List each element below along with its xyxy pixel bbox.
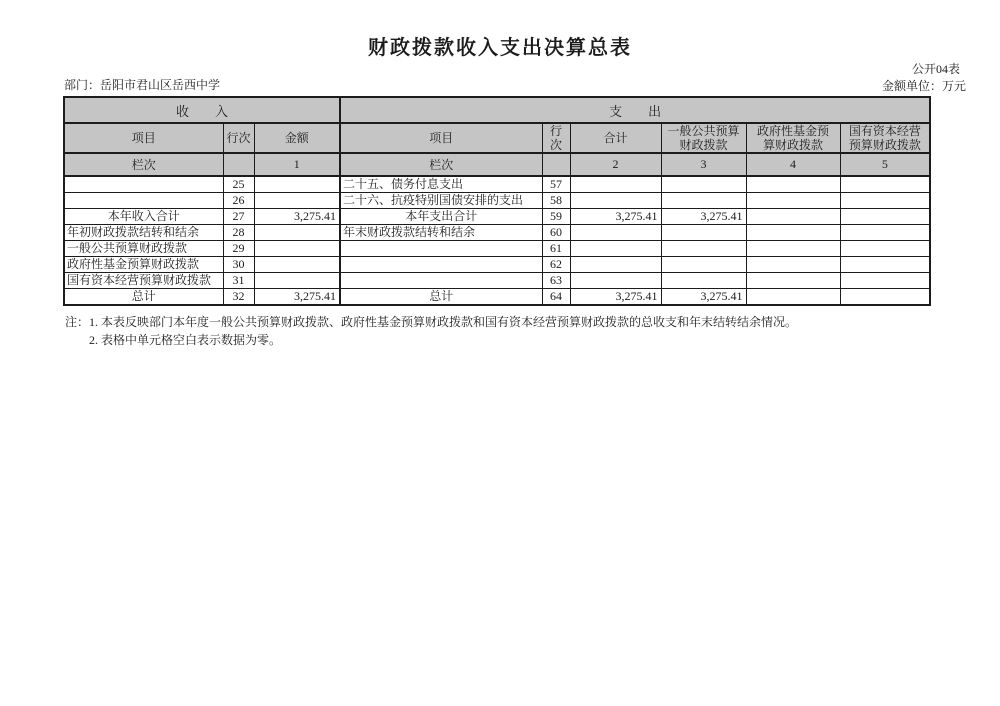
income-line-cell: 31 [223,273,254,289]
general-public-budget-index: 3 [661,153,746,176]
income-line-cell: 25 [223,176,254,193]
expenditure-total-cell: 3,275.41 [570,289,661,306]
income-amount-cell [254,257,340,273]
expenditure-line-cell: 57 [542,176,570,193]
income-item-cell [64,176,223,193]
expenditure-line-index [542,153,570,176]
expenditure-total-cell [570,273,661,289]
general-public-budget-cell [661,193,746,209]
general-public-budget-cell: 3,275.41 [661,289,746,306]
expenditure-item-cell [340,241,542,257]
state-capital-budget-cell [840,225,930,241]
income-item-cell: 政府性基金预算财政拨款 [64,257,223,273]
gov-fund-budget-cell [746,257,840,273]
table-notes [65,313,968,349]
column-index-row [64,153,930,176]
gov-fund-budget-index: 4 [746,153,840,176]
income-amount-cell [254,193,340,209]
column-header-row [64,123,930,153]
sheet-code-label: 公开04表 [911,62,960,76]
table-row [64,176,930,193]
income-line-cell: 30 [223,257,254,273]
income-amount-cell [254,176,340,193]
general-public-budget-cell [661,273,746,289]
income-section-header: 收 入 [64,97,340,123]
note-line-1: 注：1. 本表反映部门本年度一般公共预算财政拨款、政府性基金预算财政拨款和国有资本经营预算财政拨款的总收支和年末结转结余情况。 [65,315,798,329]
gov-fund-budget-cell [746,209,840,225]
income-item-cell: 总计 [64,289,223,306]
income-line-index [223,153,254,176]
expenditure-line-cell: 63 [542,273,570,289]
expenditure-item-index: 栏次 [340,153,542,176]
income-amount-cell [254,225,340,241]
income-item-header: 项目 [64,123,223,153]
expenditure-total-header: 合计 [570,123,661,153]
table-row [64,225,930,241]
income-line-cell: 28 [223,225,254,241]
state-capital-budget-index: 5 [840,153,930,176]
income-item-cell: 国有资本经营预算财政拨款 [64,273,223,289]
expenditure-item-cell [340,257,542,273]
fiscal-appropriation-table [63,96,931,306]
income-line-cell: 26 [223,193,254,209]
income-amount-index: 1 [254,153,340,176]
income-amount-header: 金额 [254,123,340,153]
income-amount-cell [254,241,340,257]
state-capital-budget-cell [840,257,930,273]
table-container [63,96,968,349]
expenditure-item-cell: 总计 [340,289,542,306]
expenditure-line-cell: 61 [542,241,570,257]
income-item-cell: 年初财政拨款结转和结余 [64,225,223,241]
expenditure-line-cell: 64 [542,289,570,306]
general-public-budget-cell [661,225,746,241]
note-line-2: 2. 表格中单元格空白表示数据为零。 [89,333,282,347]
amount-unit-label: 金额单位：万元 [881,79,966,93]
table-row [64,241,930,257]
general-public-budget-cell: 3,275.41 [661,209,746,225]
department-label: 部门：岳阳市君山区岳西中学 [64,78,221,92]
gov-fund-budget-cell [746,176,840,193]
page-title: 财政拨款收入支出决算总表 [368,37,632,59]
expenditure-item-header: 项目 [340,123,542,153]
gov-fund-budget-cell [746,273,840,289]
section-header-row [64,97,930,123]
table-row [64,273,930,289]
expenditure-item-cell: 年末财政拨款结转和结余 [340,225,542,241]
expenditure-total-cell [570,257,661,273]
expenditure-item-cell: 二十六、抗疫特别国债安排的支出 [340,193,542,209]
general-public-budget-cell [661,241,746,257]
expenditure-line-cell: 59 [542,209,570,225]
state-capital-budget-cell [840,209,930,225]
gov-fund-budget-cell [746,225,840,241]
income-amount-cell: 3,275.41 [254,209,340,225]
table-row [64,193,930,209]
expenditure-line-cell: 62 [542,257,570,273]
expenditure-section-header: 支 出 [340,97,930,123]
income-amount-cell [254,273,340,289]
income-item-cell: 一般公共预算财政拨款 [64,241,223,257]
income-amount-cell: 3,275.41 [254,289,340,306]
gov-fund-budget-cell [746,241,840,257]
expenditure-line-header: 行次 [542,123,570,153]
expenditure-item-cell: 二十五、债务付息支出 [340,176,542,193]
expenditure-item-cell [340,273,542,289]
income-item-index: 栏次 [64,153,223,176]
expenditure-total-index: 2 [570,153,661,176]
expenditure-total-cell [570,225,661,241]
state-capital-budget-cell [840,176,930,193]
gov-fund-budget-cell [746,193,840,209]
gov-fund-budget-header: 政府性基金预算财政拨款 [746,123,840,153]
gov-fund-budget-cell [746,289,840,306]
state-capital-budget-header: 国有资本经营预算财政拨款 [840,123,930,153]
income-line-cell: 29 [223,241,254,257]
income-line-cell: 32 [223,289,254,306]
table-row [64,257,930,273]
expenditure-item-cell: 本年支出合计 [340,209,542,225]
income-line-cell: 27 [223,209,254,225]
state-capital-budget-cell [840,193,930,209]
general-public-budget-cell [661,176,746,193]
expenditure-total-cell: 3,275.41 [570,209,661,225]
table-row [64,209,930,225]
income-line-header: 行次 [223,123,254,153]
state-capital-budget-cell [840,241,930,257]
state-capital-budget-cell [840,273,930,289]
expenditure-total-cell [570,193,661,209]
expenditure-line-cell: 60 [542,225,570,241]
expenditure-line-cell: 58 [542,193,570,209]
income-item-cell [64,193,223,209]
general-public-budget-cell [661,257,746,273]
state-capital-budget-cell [840,289,930,306]
expenditure-total-cell [570,176,661,193]
expenditure-total-cell [570,241,661,257]
income-item-cell: 本年收入合计 [64,209,223,225]
general-public-budget-header: 一般公共预算财政拨款 [661,123,746,153]
table-row [64,289,930,306]
